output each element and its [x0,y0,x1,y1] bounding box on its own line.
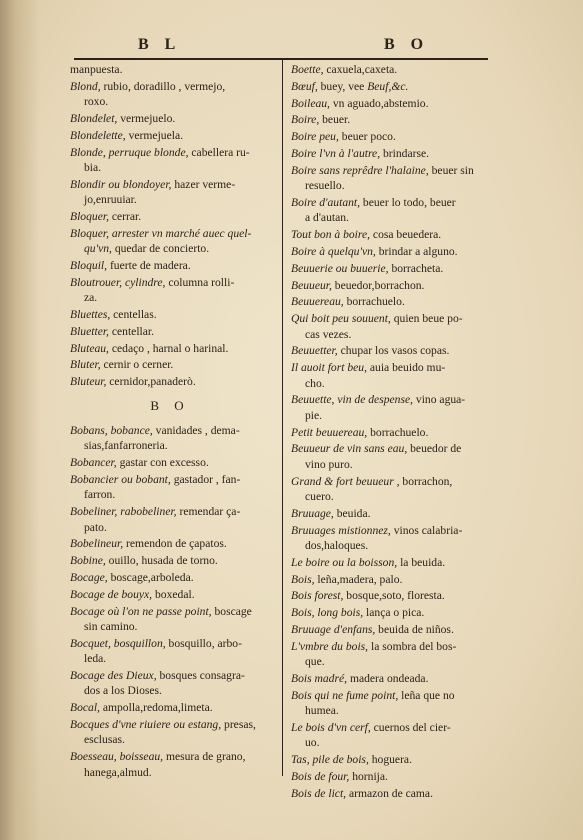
definition-continuation: hanega,almud. [84,765,152,779]
definition: beuer sin [428,163,474,177]
definition-continuation: cho. [305,376,325,390]
dictionary-entry [70,275,270,306]
definition: boxedal. [152,587,195,601]
headword: Blondir ou blondoyer, [70,177,172,191]
dictionary-entry [291,588,493,603]
definition: bosquillo, arbo- [165,636,242,650]
dictionary-entry [70,62,270,77]
headword: Bloquil, [70,259,108,272]
headword: Bruuages mistionnez, [291,523,391,537]
entry-continuation [291,408,493,423]
headword: Boesseau, boisseau, [70,750,164,764]
dictionary-entry [70,717,270,748]
dictionary-entry [291,79,493,94]
headword: Boire sans reprêdre l'halaine, [291,163,429,177]
headword: Beuuerie ou buuerie, [291,261,389,275]
definition-continuation: pato. [84,520,107,534]
entry-continuation [70,438,270,453]
dictionary-entry [291,129,493,144]
dictionary-entry [291,195,493,226]
headword: Bocage des Dieux, [70,669,157,682]
entry-continuation [70,520,270,535]
dictionary-entry [291,146,493,161]
dictionary-entry [70,341,270,356]
headword: Bluteau, [70,341,109,355]
headword: Bocal, [70,701,100,715]
definition-continuation: bia. [84,161,102,174]
definition: boscage,arboleda. [107,571,194,584]
dictionary-entry [291,244,493,259]
headword: Boileau, [291,96,330,110]
dictionary-entry [291,639,493,670]
definition-continuation: sin camino. [84,620,138,633]
definition: madera ondeada. [347,671,429,685]
headword: Blondelette, [70,128,126,142]
headword: Beuueur de vin sans eau, [291,442,408,456]
definition-continuation: resuello. [305,179,345,193]
definition: vermejuela. [125,128,183,142]
dictionary-entry [70,177,270,208]
dictionary-entry [70,636,270,667]
headword: Blonde, perruque blonde, [70,145,189,159]
definition: vinos calabria- [390,523,463,537]
definition: beuer poco. [338,130,396,144]
definition: mesura de grano, [163,750,246,764]
dictionary-entry [291,425,493,440]
entry-continuation [291,703,493,718]
headword: Boette, [291,63,324,76]
definition: cernir o cerner. [100,358,174,372]
definition: hornija. [349,769,388,783]
dictionary-entry [291,688,493,719]
definition-continuation: vino puro. [305,457,353,471]
dictionary-entry [291,278,493,293]
dictionary-entry [291,163,493,194]
dictionary-entry [70,226,270,257]
definition: beuedor,borrachon. [331,278,425,292]
headword: Bobeliner, rabobeliner, [70,505,177,519]
definition: vino agua- [413,393,466,407]
definition: ouillo, husada de torno. [105,554,218,568]
dictionary-entry [291,474,493,505]
headword: Bloquer, arrester vn marché auec quel- [70,226,252,240]
definition: caxuela,caxeta. [323,63,398,76]
definition-continuation: cuero. [305,489,334,503]
right-entries [291,62,493,801]
headword: Bois, long bois, [291,606,364,620]
left-entries-bo [70,423,270,780]
dictionary-entry [291,622,493,637]
dictionary-entry [70,504,270,535]
headword: Bobancier ou bobant, [70,473,171,486]
definition: borracheta. [388,261,444,275]
headword: Bluetter, [70,324,109,338]
definition: centellar. [108,324,155,338]
definition: boscage [211,604,252,618]
dictionary-entry [291,343,493,358]
entry-continuation [291,178,493,193]
definition: borrachuelo. [367,425,429,439]
definition: leña que no [398,688,455,702]
definition: fuerte de madera. [107,259,191,272]
cross-reference: Beuf,&c. [367,79,409,93]
definition: vn aguado,abstemio. [329,96,429,110]
dictionary-entry [291,294,493,309]
definition-continuation: humea. [305,704,339,718]
definition: columna rolli- [165,275,235,289]
definition: beuida. [333,506,371,520]
entry-continuation [70,732,270,747]
definition: borrachon, [399,474,453,488]
headword: Bluter, [70,358,101,372]
dictionary-entry [291,360,493,391]
entry-continuation [70,619,270,634]
entry-continuation [70,651,270,666]
dictionary-entry [70,604,270,635]
headword: Boire, [291,113,320,127]
definition: cabellera ru- [188,145,250,159]
dictionary-entry [291,227,493,242]
definition: cuernos del cier- [370,720,451,734]
definition: chupar los vasos copas. [337,344,450,358]
headword: Bocage de bouyx, [70,587,153,601]
headword: Boire peu, [291,130,339,144]
definition: bosque,soto, floresta. [343,589,445,603]
definition: gastar con excesso. [116,456,209,470]
running-header [0,28,583,58]
headword: Bloquer, [70,210,109,223]
dictionary-entry [70,472,270,503]
entry-continuation [70,765,270,780]
header-rule [74,58,488,60]
headword: Grand & fort beuueur , [291,474,400,488]
gutter-shadow [0,0,40,840]
dictionary-entry [291,671,493,686]
headword: Boire d'autant, [291,195,361,209]
headword: Le boire ou la boisson, [291,555,398,569]
dictionary-entry [291,392,493,423]
headword: Bluettes, [70,308,111,321]
headword: Bois forest, [291,589,344,603]
dictionary-entry [291,720,493,751]
dictionary-entry [291,112,493,127]
dictionary-entry [70,749,270,780]
definition: cernidor,panaderò. [106,375,196,389]
headword: Bois madré, [291,671,348,685]
headword: Beuueur, [291,278,332,292]
headword: Blond, [70,79,101,93]
dictionary-entry [70,111,270,126]
dictionary-entry [70,423,270,454]
definition: borrachuelo. [343,295,405,309]
headword: Bruuage d'enfans, [291,622,376,636]
definition: vermejuelo. [117,112,176,125]
headword: Bobans, bobance, [70,424,153,437]
definition: ampolla,redoma,limeta. [99,701,213,715]
dictionary-entry [291,261,493,276]
entry-continuation [291,735,493,750]
dictionary-entry [70,668,270,699]
headword: Bois, [291,572,315,586]
dictionary-entry [291,605,493,620]
headword: Blondelet, [70,112,118,125]
headword: Bois qui ne fume point, [291,688,399,702]
headword: Bœuf, [291,79,318,93]
headword: Boire à quelqu'vn, [291,244,376,258]
definition: remendar ça- [176,505,241,519]
definition: beuer. [319,113,351,127]
headword: Beuuetter, [291,344,338,358]
dictionary-entry [291,752,493,767]
entry-continuation [70,241,270,256]
headword: Bocquet, bosquillon, [70,636,166,650]
definition-continuation: leda. [84,652,107,666]
definition-continuation: sias,fanfarroneria. [84,439,168,453]
definition: la sombra del bos- [368,639,457,653]
definition: presas, [221,718,256,731]
entry-continuation [291,489,493,504]
definition: cosa beuedera. [370,228,442,242]
dictionary-entry [70,79,270,110]
dictionary-entry [70,587,270,602]
headword: Bluteur, [70,375,107,389]
definition: quien beue po- [390,312,463,326]
definition: auia beuido mu- [367,361,446,375]
headword: Qui boit peu souuent, [291,312,391,326]
entry-continuation [70,487,270,502]
dictionary-entry [70,700,270,715]
definition-continuation: cas vezes. [305,327,352,341]
headword: Bocques d'vne riuiere ou estang, [70,718,222,731]
right-column [291,62,493,803]
entry-continuation [70,160,270,175]
definition: centellas. [110,308,157,321]
definition-continuation: jo,enruuiar. [84,193,137,207]
definition-continuation: que. [305,655,325,669]
dictionary-entry [70,307,270,322]
header-left: B L [138,36,182,53]
headword: Petit beuuereau, [291,425,368,439]
entry-continuation [291,654,493,669]
headword: Il auoit fort beu, [291,361,367,375]
entry-continuation [70,192,270,207]
headword: L'vmbre du bois, [291,639,369,653]
definition: hazer verme- [171,177,236,191]
definition: gastador , fan- [170,473,241,486]
definition: rubio, doradillo , vermejo, [100,79,226,93]
headword: Le bois d'vn cerf, [291,720,371,734]
definition: beuedor de [407,442,462,456]
headword: Bocage où l'on ne passe point, [70,604,212,618]
definition: la beuida. [397,555,446,569]
dictionary-entry [70,570,270,585]
dictionary-entry [291,96,493,111]
definition: cerrar. [108,210,142,223]
dictionary-entry [70,455,270,470]
dictionary-entry [70,209,270,224]
left-column [70,62,270,781]
entry-continuation [291,376,493,391]
dictionary-entry [291,62,493,77]
dictionary-entry [291,555,493,570]
definition-continuation: farron. [84,488,116,502]
definition-continuation: dos,haloques. [305,538,369,552]
dictionary-entry [70,536,270,551]
headword: Bobancer, [70,456,117,470]
left-entries [70,62,270,390]
dictionary-entry [291,506,493,521]
dictionary-entry [70,258,270,273]
headword: Tas, pile de bois, [291,753,369,767]
definition: lança o pica. [363,606,425,620]
entry-continuation [291,538,493,553]
definition: beuida de niños. [375,622,454,636]
definition: brindar a alguno. [375,244,458,258]
dictionary-entry [291,572,493,587]
definition-continuation: uo. [305,736,320,750]
entry-continuation [291,210,493,225]
definition-continuation: quedar de concierto. [111,242,210,256]
definition: leña,madera, palo. [314,572,403,586]
dictionary-entry [70,324,270,339]
definition-continuation: za. [84,291,98,305]
headword-continuation: qu'vn, [84,242,112,256]
definition: remendon de çapatos. [123,537,227,551]
dictionary-entry [70,357,270,372]
entry-continuation [70,290,270,305]
entry-continuation [70,94,270,109]
dictionary-entry [291,786,493,801]
headword: Tout bon à boire, [291,228,371,242]
dictionary-entry [291,441,493,472]
dictionary-entry [291,769,493,784]
headword: Beuuette, vin de despense, [291,393,414,407]
headword: Bocage, [70,571,108,584]
header-right: B O [384,36,430,53]
definition-continuation: a d'autan. [305,211,349,225]
headword: Bobine, [70,554,106,568]
definition: vanidades , dema- [152,424,240,437]
entry-continuation [291,327,493,342]
headword: Bruuage, [291,506,334,520]
headword: Boire l'vn à l'autre, [291,146,381,160]
headword: Bois de four, [291,769,350,783]
dictionary-entry [70,553,270,568]
headword: Bois de lict, [291,786,347,800]
dictionary-entry [291,311,493,342]
definition: buey, vee [317,79,368,93]
definition: armazon de cama. [346,786,433,800]
definition: manpuesta. [70,63,123,76]
headword: Bobelineur, [70,537,124,551]
definition-continuation: esclusas. [84,733,125,747]
dictionary-entry [70,374,270,389]
headword: Beuuereau, [291,295,344,309]
headword: Bloutrouer, cylindre, [70,275,166,289]
definition: bosques consagra- [156,669,245,682]
column-rule [282,60,283,776]
dictionary-entry [70,145,270,176]
section-heading: B O [150,397,190,413]
definition: cedaço , harnal o harinal. [108,341,229,355]
definition: brindarse. [380,146,430,160]
entry-continuation [70,683,270,698]
definition: beuer lo todo, beuer [360,195,456,209]
definition-continuation: pie. [305,408,323,422]
entry-continuation [291,457,493,472]
definition-continuation: dos a los Dioses. [84,684,162,698]
dictionary-entry [70,128,270,143]
dictionary-entry [291,523,493,554]
definition: hoguera. [368,753,412,767]
definition-continuation: roxo. [84,95,109,109]
